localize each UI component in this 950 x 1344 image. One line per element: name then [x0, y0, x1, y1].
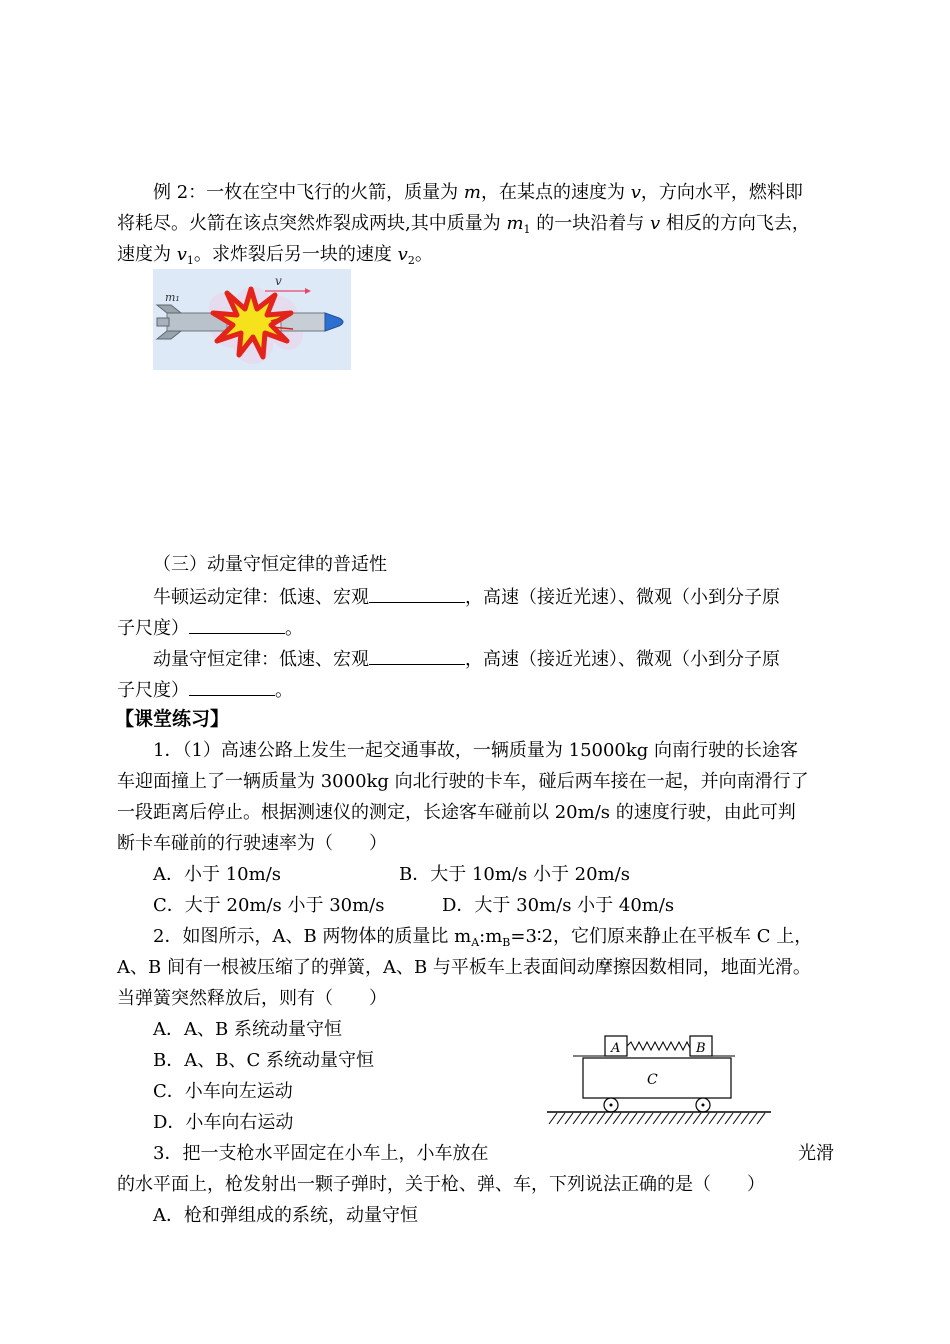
block-a-label: A	[611, 1041, 621, 1056]
momentum-macro-blank[interactable]	[369, 648, 465, 665]
q1-line1: 1．（1）高速公路上发生一起交通事故，一辆质量为 15000kg 向南行驶的长途客	[153, 740, 799, 761]
spring	[627, 1042, 694, 1050]
q3-line1: 3．把一支枪水平固定在小车上，小车放在 光滑	[153, 1143, 834, 1164]
momentum-line1: 动量守恒定律：低速、宏观 ，高速（接近光速）、微观（小到分子原	[153, 649, 780, 670]
q3-option-a[interactable]: A．枪和弹组成的系统，动量守恒	[153, 1205, 418, 1226]
q1-line4: 断卡车碰前的行驶速率为（ ）	[117, 833, 387, 854]
example2-line3: 速度为 $v_1$。求炸裂后另一块的速度 $v_2$。	[117, 244, 433, 267]
q2-option-a[interactable]: A．A、B 系统动量守恒	[153, 1019, 342, 1040]
q1-option-c[interactable]: C．大于 20m/s 小于 30m/s	[153, 895, 385, 916]
newton-line1: 牛顿运动定律：低速、宏观 ，高速（接近光速）、微观（小到分子原	[153, 587, 780, 608]
practice-heading: 【课堂练习】	[115, 708, 230, 730]
newton-macro-blank[interactable]	[369, 586, 465, 603]
q1-option-d[interactable]: D．大于 30m/s 小于 40m/s	[442, 895, 675, 916]
ground-hatching	[549, 1113, 765, 1124]
q3-line2: 的水平面上，枪发射出一颗子弹时，关于枪、弹、车，下列说法正确的是（ ）	[117, 1174, 765, 1195]
q2-line3: 当弹簧突然释放后，则有（ ）	[117, 988, 387, 1009]
block-b-label: B	[696, 1041, 706, 1056]
mass-label: m₁	[165, 291, 180, 304]
example2-line1: 例 2：一枚在空中飞行的火箭，质量为 m，在某点的速度为 v，方向水平，燃料即	[153, 182, 803, 203]
momentum-micro-blank[interactable]	[189, 679, 275, 696]
newton-line2: 子尺度） 。	[117, 618, 303, 639]
q1-option-b[interactable]: B．大于 10m/s 小于 20m/s	[399, 864, 630, 885]
q1-option-a[interactable]: A．小于 10m/s	[153, 864, 281, 885]
momentum-line2: 子尺度） 。	[117, 680, 293, 701]
q2-option-b[interactable]: B．A、B、C 系统动量守恒	[153, 1050, 374, 1071]
rocket-explosion-figure	[153, 269, 351, 370]
q2-line1: 2．如图所示，A、B 两物体的质量比 $m_A:m_B=3∶2$，它们原来静止在平板车 C 上，	[153, 926, 813, 949]
q2-line2: A、B 间有一根被压缩了的弹簧，A、B 与平板车上表面间动摩擦因数相同，地面光滑。	[117, 957, 811, 978]
section3-title: （三）动量守恒定律的普适性	[153, 554, 387, 575]
example2-line2: 将耗尽。火箭在该点突然炸裂成两块,其中质量为 $m_1$ 的一块沿着与 v 相反的方向飞去，	[117, 213, 810, 236]
cart-spring-figure	[535, 1028, 773, 1130]
q1-line2: 车迎面撞上了一辆质量为 3000kg 向北行驶的卡车，碰后两车接在一起，并向南滑行了	[117, 771, 809, 792]
q2-option-c[interactable]: C．小车向左运动	[153, 1081, 293, 1102]
cart-label: C	[647, 1072, 658, 1088]
velocity-label: v	[275, 274, 282, 288]
q2-option-d[interactable]: D．小车向右运动	[153, 1112, 294, 1133]
q1-line3: 一段距离后停止。根据测速仪的测定，长途客车碰前以 20m/s 的速度行驶，由此可判	[117, 802, 796, 823]
newton-micro-blank[interactable]	[189, 617, 285, 634]
